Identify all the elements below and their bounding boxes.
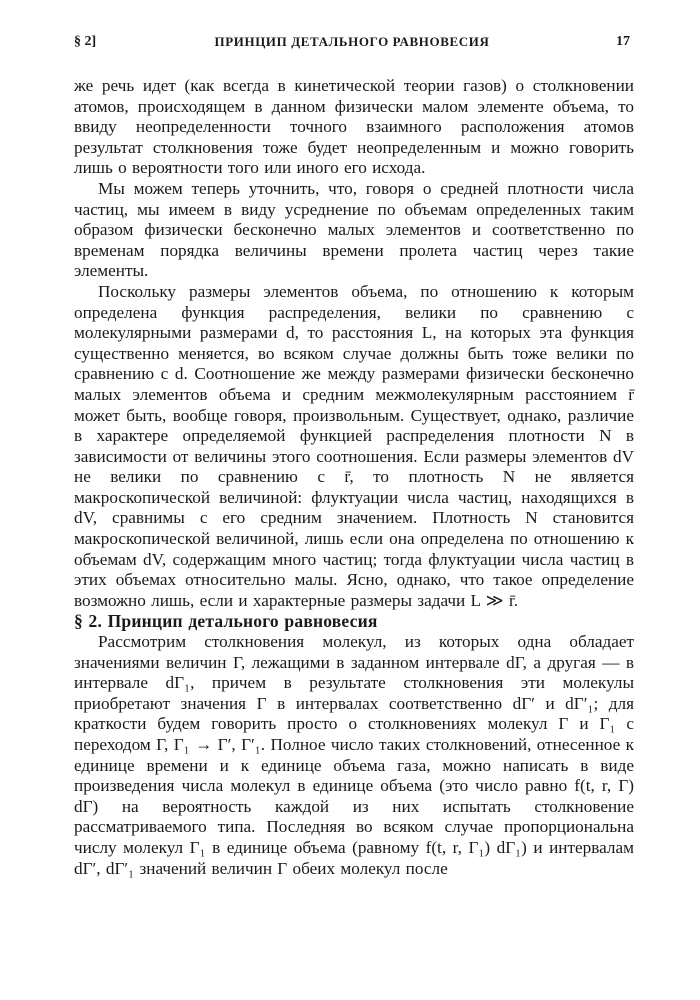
paragraph-collisions: Рассмотрим столкновения молекул, из которых одна обладает значениями величин Γ, лежащими в заданном интервале dΓ, а другая — в интервале dΓ₁, причем в результате столкновения эти молекулы приобретают значения Γ в интервалах соответственно dΓ′ и dΓ′₁; для краткости будем говорить просто о столкновениях молекул Γ и Γ₁ с переходом Γ, Γ₁ → Γ′, Γ′₁. Полное число таких столкновений, отнесенное к единице времени и к единице объема газа, можно написать в виде произведения числа молекул в единице объема (это число равно f(t, r, Γ) dΓ) на вероятность каждой из них испытать столкновение рассматриваемого типа. Последняя во всяком случае пропорциональна числу молекул Γ₁ в единице объема (равному f(t, r, Γ₁) dΓ₁) и интервалам dΓ′, dΓ′₁ значений величин Γ обеих молекул после (74, 632, 634, 878)
paragraph-averaging: Мы можем теперь уточнить, что, говоря о средней плотности числа частиц, мы имеем в виду усреднение по объемам определенных таким образом физически бесконечно малых элементов и соответственно по временам порядка величины времени пролета частиц через такие элементы. (74, 178, 634, 281)
chapter-title: ПРИНЦИП ДЕТАЛЬНОГО РАВНОВЕСИЯ (214, 34, 490, 49)
paragraph-continuation: же речь идет (как всегда в кинетической теории газов) о столкновении атомов, происходящем в данном физически малом элементе объема, то ввиду неопределенности точного взаимного расположения атомов результат столкновения тоже будет неопределенным и можно говорить лишь о вероятности того или иного его исхода. (74, 76, 634, 178)
section-heading: § 2. Принцип детального равновесия (74, 611, 378, 632)
body-text (74, 76, 634, 879)
running-head (74, 34, 630, 56)
paragraph-density: Поскольку размеры элементов объема, по отношению к которым определена функция распределения, велики по сравнению с молекулярными размерами d, то расстояния L, на которых эта функция существенно меняется, во всяком случае должны быть тоже велики по сравнению с d. Соотношение же между размерами физически бесконечно малых элементов объема и средним межмолекулярным расстоянием r̄ может быть, вообще говоря, произвольным. Существует, однако, различие в характере определяемой функцией распределения плотности N в зависимости от величины этого соотношения. Если размеры элементов dV не велики по сравнению с r̄, то плотность N не является макроскопической величиной: флуктуации числа частиц, находящихся в dV, сравнимы с его средним значением. Плотность N становится макроскопической величиной, лишь если она определена по отношению к объемам dV, содержащим много частиц; тогда флуктуации числа частиц в этих объемах относительно малы. Ясно, однако, что такое определение возможно лишь, если и характерные размеры задачи L ≫ r̄. (74, 281, 634, 610)
section-marker: § 2] (74, 34, 97, 49)
page-number: 17 (616, 34, 630, 49)
